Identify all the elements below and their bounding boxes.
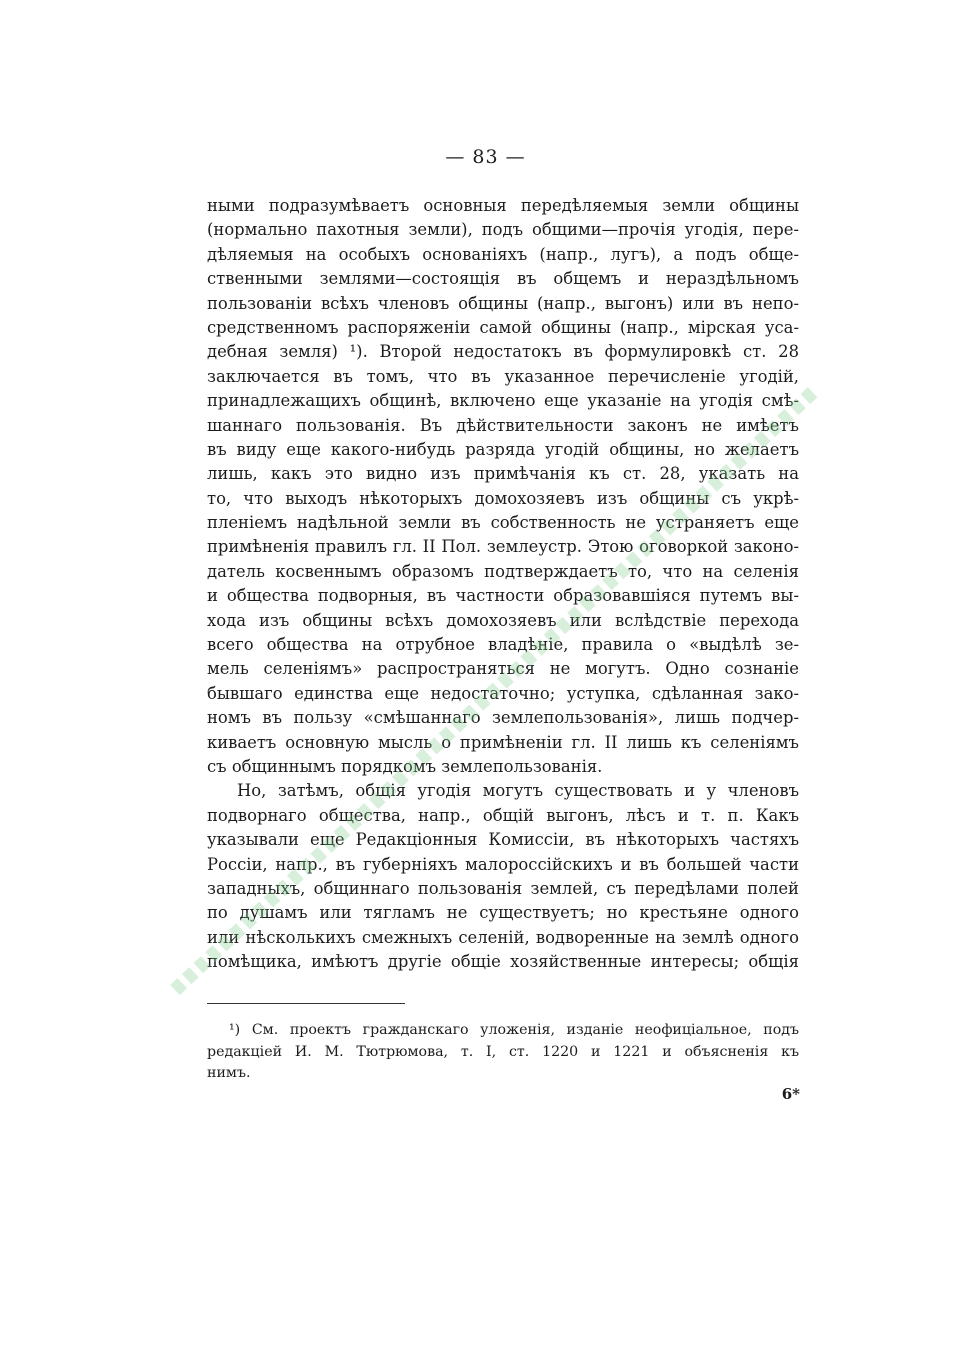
body-line: въ виду еще какого-нибудь разряда угодій общины, но желаетъ [207, 439, 799, 459]
body-line: всего общества на отрубное владѣніе, правила о «выдѣлѣ зе- [207, 635, 799, 655]
body-text [207, 194, 799, 975]
body-line: западныхъ, общиннаго пользованія землей, съ передѣлами полей [207, 878, 799, 898]
body-line: примѣненія правилъ гл. II Пол. землеустр. Этою оговоркой законо- [207, 537, 799, 557]
body-line: принадлежащихъ общинѣ, включено еще указаніе на угодія смѣ- [207, 391, 799, 411]
body-line: помѣщика, имѣютъ другіе общіе хозяйственные интересы; общія [207, 952, 799, 972]
body-line: киваетъ основную мысль о примѣненіи гл. II лишь къ селеніямъ [207, 732, 799, 752]
footnote-line: ¹) См. проектъ гражданскаго уложенія, изданіе неофиціальное, подъ [229, 1022, 799, 1038]
body-line: Но, затѣмъ, общія угодія могутъ существовать и у членовъ [237, 781, 799, 801]
body-line: указывали еще Редакціонныя Комиссіи, въ нѣкоторыхъ частяхъ [207, 830, 799, 850]
body-line: дебная земля) ¹). Второй недостатокъ въ формулировкѣ ст. 28 [207, 342, 799, 362]
body-line: бывшаго единства еще недостаточно; уступка, сдѣланная зако- [207, 683, 799, 703]
body-line: датель косвеннымъ образомъ подтверждаетъ то, что на селенія [207, 561, 799, 581]
body-line: пленіемъ надѣльной земли въ собственность не устраняетъ еще [207, 513, 799, 533]
page-number: — 83 — [445, 146, 526, 168]
body-line: мель селеніямъ» распространяться не могутъ. Одно сознаніе [207, 659, 799, 679]
body-line: ственными землями—состоящія въ общемъ и нераздѣльномъ [207, 269, 799, 289]
signature-mark: 6* [781, 1085, 800, 1103]
body-line: или нѣсколькихъ смежныхъ селеній, водворенные на землѣ одного [207, 927, 799, 947]
body-line: шаннаго пользованія. Въ дѣйствительности законъ не имѣетъ [207, 415, 799, 435]
body-line: номъ въ пользу «смѣшаннаго землепользованія», лишь подчер- [207, 708, 799, 728]
body-line: Россіи, напр., въ губерніяхъ малороссійскихъ и въ большей части [207, 854, 799, 874]
body-line: и общества подворныя, въ частности образовавшіяся путемъ вы- [207, 586, 799, 606]
footnote-line: нимъ. [207, 1065, 251, 1081]
footnote-divider [207, 1003, 405, 1004]
body-line: по душамъ или тягламъ не существуетъ; но крестьяне одного [207, 903, 799, 923]
footnote-line: редакціей И. М. Тютрюмова, т. I, ст. 1220 и 1221 и объясненія къ [207, 1043, 799, 1060]
body-line: хода изъ общины всѣхъ домохозяевъ или вслѣдствіе перехода [207, 610, 799, 630]
body-line: пользованіи всѣхъ членовъ общины (напр., выгонъ) или въ непо- [207, 293, 799, 313]
body-line: (нормально пахотныя земли), подъ общими—прочія угодія, пере- [207, 220, 799, 240]
body-line: то, что выходъ нѣкоторыхъ домохозяевъ изъ общины съ укрѣ- [207, 488, 799, 508]
body-line: заключается въ томъ, что въ указанное перечисленіе угодій, [207, 366, 799, 386]
body-line: ными подразумѣваетъ основныя передѣляемыя земли общины [207, 196, 799, 215]
body-line: съ общиннымъ порядкомъ землепользованія. [207, 756, 603, 776]
body-line: средственномъ распоряженіи самой общины (напр., мірская уса- [207, 317, 799, 337]
body-line: дѣляемыя на особыхъ основаніяхъ (напр., лугъ), а подъ обще- [207, 244, 799, 264]
body-line: подворнаго общества, напр., общій выгонъ, лѣсъ и т. п. Какъ [207, 805, 799, 825]
body-line: лишь, какъ это видно изъ примѣчанія къ ст. 28, указать на [207, 464, 799, 484]
footnotes [207, 1020, 799, 1085]
